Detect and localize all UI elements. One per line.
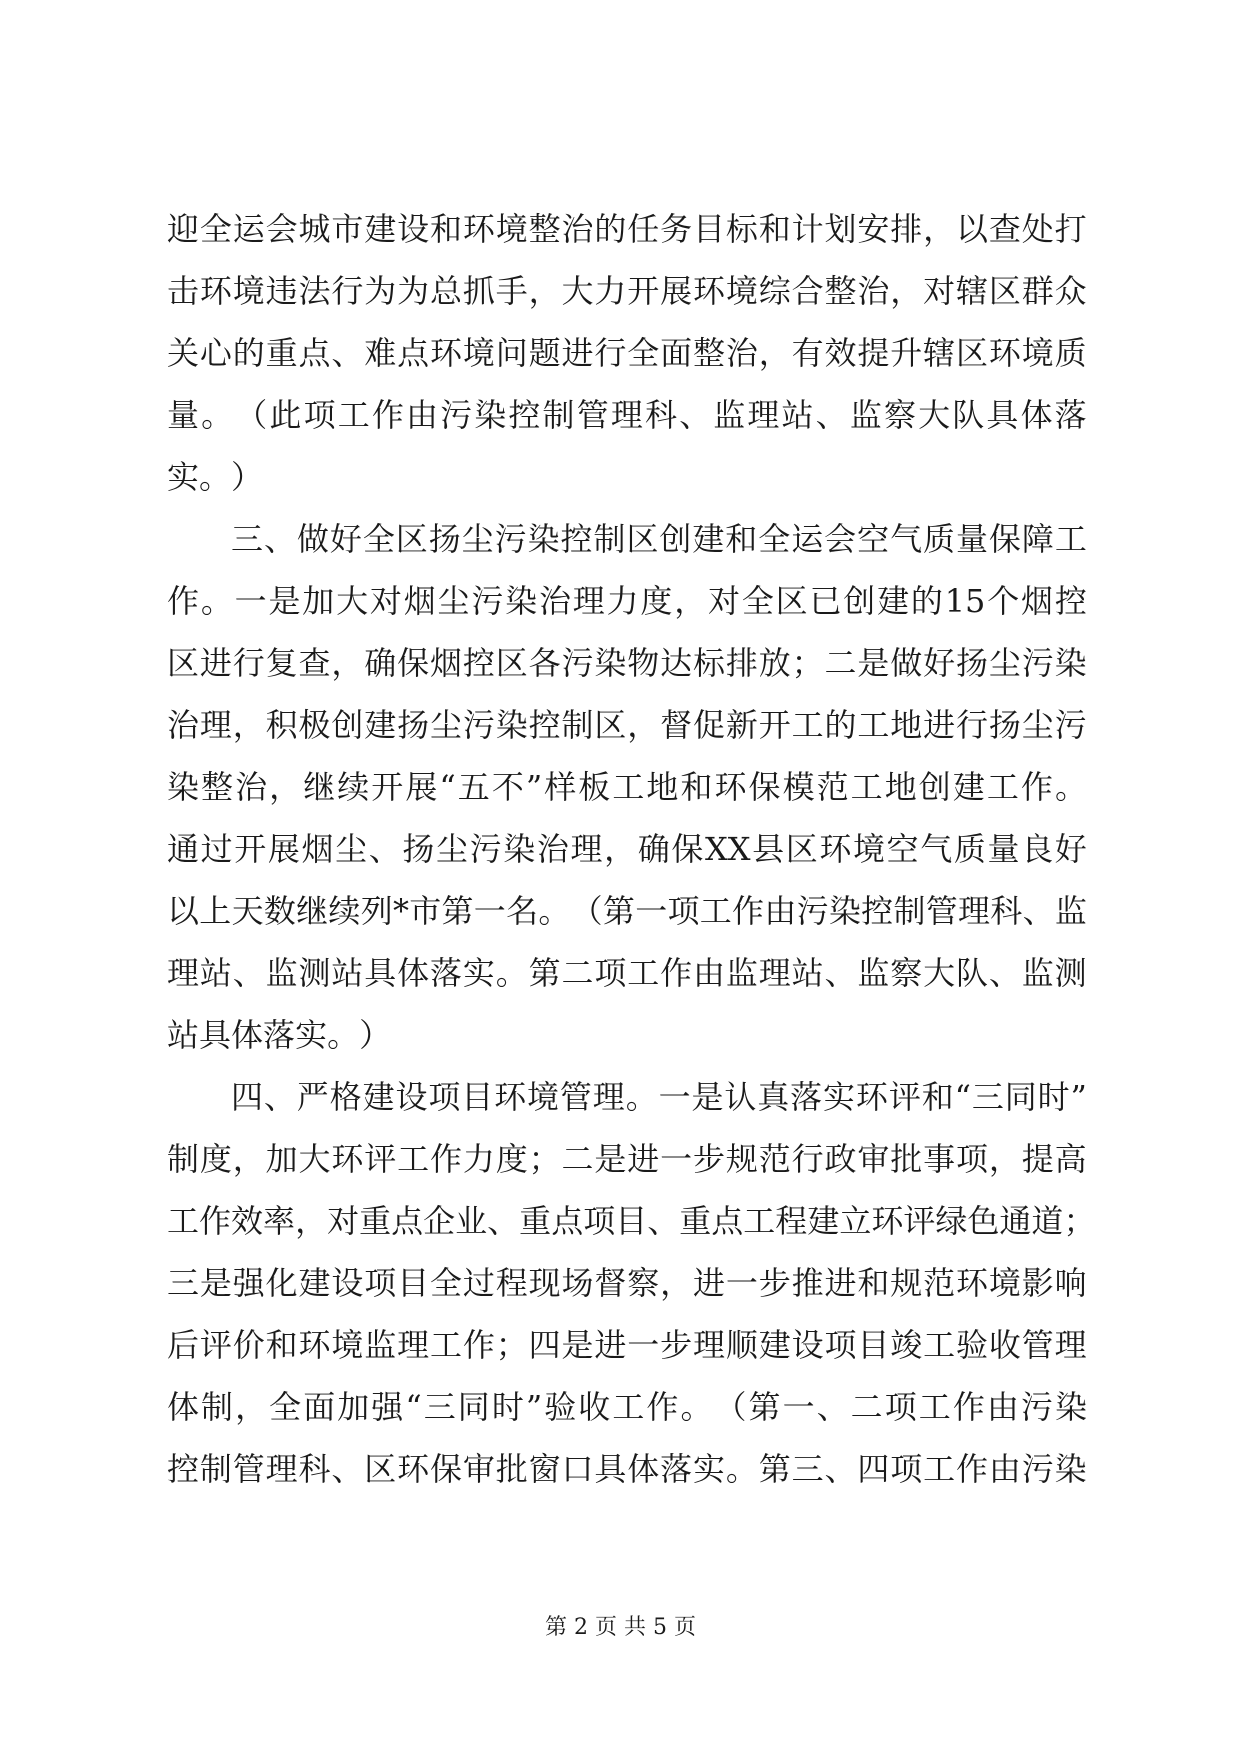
text-line: 制 度 ， 加 大 环 评 工 作 力 度 ； 二 是 进 一 步 规 范 行 政 审 批 事 项 ， 提 高 (167, 1140, 1087, 1178)
text-line: 区 进 行 复 查 ， 确 保 烟 控 区 各 污 染 物 达 标 排 放 ； 二 是 做 好 扬 尘 污 染 (167, 644, 1087, 682)
text-line: 治 理 ， 积 极 创 建 扬 尘 污 染 控 制 区 ， 督 促 新 开 工 的 工 地 进 行 扬 尘 污 (167, 706, 1087, 744)
text-line: 通 过 开 展 烟 尘 、 扬 尘 污 染 治 理 ， 确 保 XX 县 区 环 境 空 气 质 量 良 好 (167, 830, 1087, 868)
text-line: 后 评 价 和 环 境 监 理 工 作 ； 四 是 进 一 步 理 顺 建 设 项 目 竣 工 验 收 管 理 (167, 1326, 1087, 1364)
paragraph-heading-line: 三 、 做 好 全 区 扬 尘 污 染 控 制 区 创 建 和 全 运 会 空 气 质 量 保 障 工 (231, 520, 1087, 558)
paragraph-heading-line: 四 、 严 格 建 设 项 目 环 境 管 理 。 一 是 认 真 落 实 环 评 和 “ 三 同 时 ” (231, 1078, 1087, 1116)
text-line: 控 制 管 理 科 、 区 环 保 审 批 窗 口 具 体 落 实 。 第 三 、 四 项 工 作 由 污 染 (167, 1450, 1087, 1488)
document-body (167, 198, 1096, 1500)
text-line: 以 上 天 数 继 续 列 * 市 第 一 名 。 （ 第 一 项 工 作 由 污 染 控 制 管 理 科 、 监 (167, 892, 1087, 930)
text-line: 关 心 的 重 点 、 难 点 环 境 问 题 进 行 全 面 整 治 ， 有 效 提 升 辖 区 环 境 质 (167, 334, 1087, 372)
text-line: 击 环 境 违 法 行 为 为 总 抓 手 ， 大 力 开 展 环 境 综 合 整 治 ， 对 辖 区 群 众 (167, 272, 1087, 310)
page-number-footer: 第 2 页 共 5 页 (545, 1615, 696, 1640)
text-line: 理 站 、 监 测 站 具 体 落 实 。 第 二 项 工 作 由 监 理 站 、 监 察 大 队 、 监 测 (167, 954, 1087, 992)
text-line: 站 具 体 落 实 。 ） (167, 1016, 392, 1054)
text-line: 三 是 强 化 建 设 项 目 全 过 程 现 场 督 察 ， 进 一 步 推 进 和 规 范 环 境 影 响 (167, 1264, 1087, 1302)
text-line: 作 。 一 是 加 大 对 烟 尘 污 染 治 理 力 度 ， 对 全 区 已 创 建 的 15 个 烟 控 (167, 582, 1087, 620)
text-line: 实 。 ） (167, 458, 264, 496)
text-line: 工 作 效 率 ， 对 重 点 企 业 、 重 点 项 目 、 重 点 工 程 建 立 环 评 绿 色 通 道 ； (167, 1202, 1096, 1240)
text-line: 迎 全 运 会 城 市 建 设 和 环 境 整 治 的 任 务 目 标 和 计 划 安 排 ， 以 查 处 打 (167, 210, 1087, 248)
text-line: 量 。 （ 此 项 工 作 由 污 染 控 制 管 理 科 、 监 理 站 、 监 察 大 队 具 体 落 (167, 396, 1087, 434)
text-line: 染 整 治 ， 继 续 开 展 “ 五 不 ” 样 板 工 地 和 环 保 模 范 工 地 创 建 工 作 。 (167, 768, 1087, 806)
text-line: 体 制 ， 全 面 加 强 “ 三 同 时 ” 验 收 工 作 。 （ 第 一 、 二 项 工 作 由 污 染 (167, 1388, 1087, 1426)
